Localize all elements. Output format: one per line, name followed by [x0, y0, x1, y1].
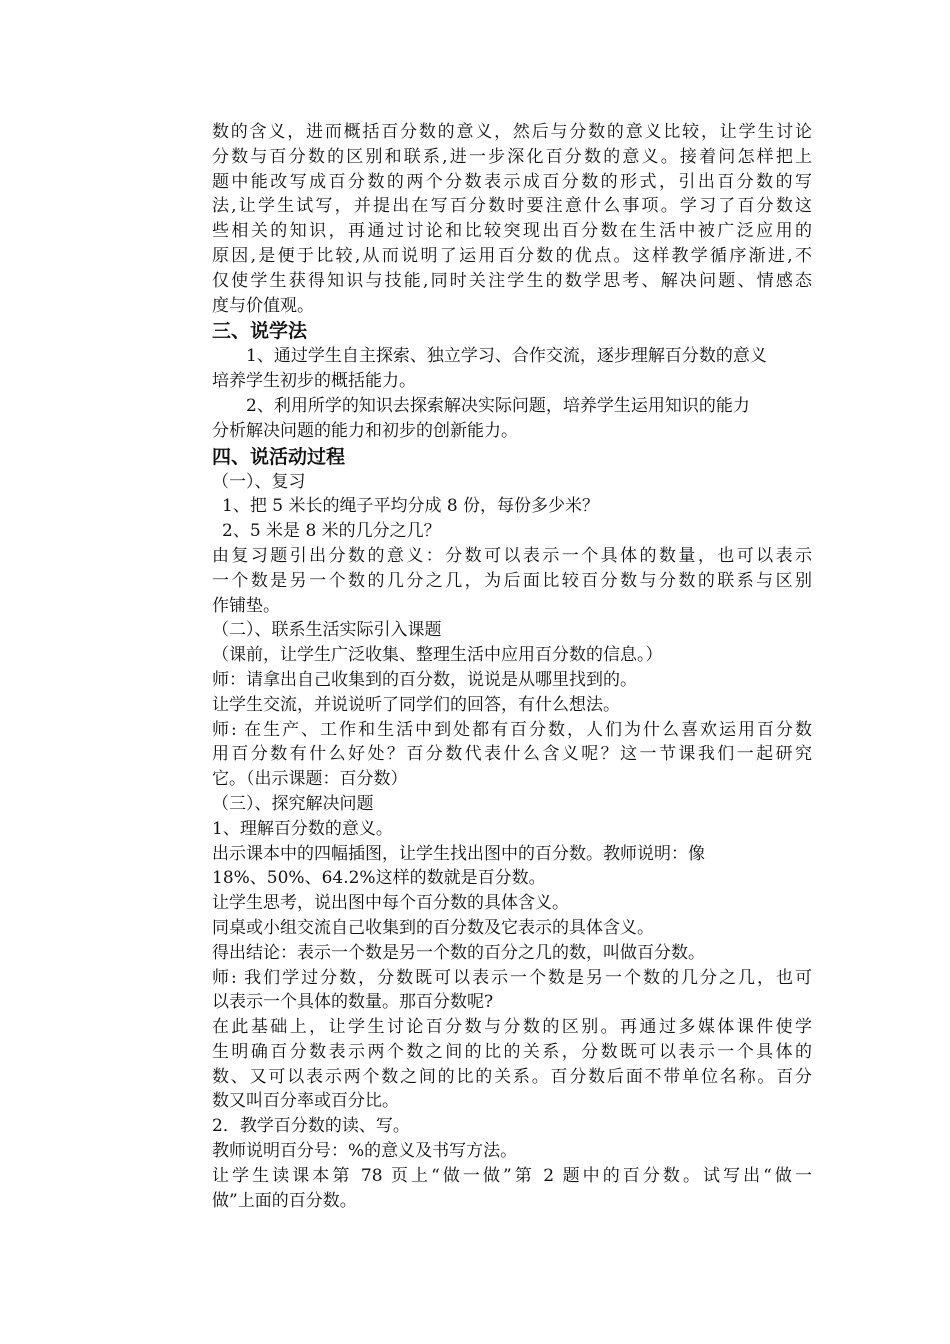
text-line: 仅使学生获得知识与技能,同时关注学生的数学思考、解决问题、情感态 — [212, 270, 812, 291]
section-heading: 三、说学法 — [212, 320, 308, 343]
text-line: 师: 在生产、工作和生活中到处都有百分数，人们为什么喜欢运用百分数 — [212, 719, 812, 740]
text-line: 得出结论：表示一个数是另一个数的百分之几的数，叫做百分数。 — [212, 942, 705, 963]
text-line: 分析解决问题的能力和初步的创新能力。 — [212, 420, 518, 441]
text-line: 1、理解百分数的意义。 — [212, 818, 393, 839]
text-line: （三）、探究解决问题 — [212, 793, 374, 814]
text-line: 些相关的知识，再通过讨论和比较突现出百分数在生活中被广泛应用的 — [212, 221, 812, 242]
text-line: 在此基础上，让学生讨论百分数与分数的区别。再通过多媒体课件使学 — [212, 1017, 812, 1038]
text-line: 分数与百分数的区别和联系,进一步深化百分数的意义。接着问怎样把上 — [212, 146, 812, 167]
text-line: 2．教学百分数的读、写。 — [212, 1116, 410, 1137]
text-line: 度与价值观。 — [212, 295, 314, 316]
text-line: 2、5 米是 8 米的几分之几？ — [222, 521, 441, 542]
text-line: 以表示一个具体的数量。那百分数呢? — [212, 992, 494, 1013]
section-heading: 四、说活动过程 — [212, 445, 346, 468]
text-line: （一）、复习 — [212, 471, 306, 492]
text-line: 原因,是便于比较,从而说明了运用百分数的优点。这样教学循序渐进,不 — [212, 245, 812, 266]
text-line: 1、通过学生自主探索、独立学习、合作交流，逐步理解百分数的意义 — [246, 346, 767, 367]
text-line: 用百分数有什么好处？百分数代表什么含义呢？这一节课我们一起研究 — [212, 744, 812, 765]
text-line: 一个数是另一个数的几分之几，为后面比较百分数与分数的联系与区别 — [212, 570, 812, 591]
text-line: 法,让学生试写，并提出在写百分数时要注意什么事项。学习了百分数这 — [212, 196, 812, 217]
text-line: 让学生读课本第 78 页上“做一做”第 2 题中的百分数。试写出“做一 — [212, 1165, 812, 1186]
text-line: 生明确百分数表示两个数之间的比的关系，分数既可以表示一个具体的 — [212, 1041, 812, 1062]
text-line: 数又叫百分率或百分比。 — [212, 1091, 399, 1112]
text-line: （二）、联系生活实际引入课题 — [212, 620, 442, 641]
text-line: 让学生思考，说出图中每个百分数的具体含义。 — [212, 893, 569, 914]
text-line: 让学生交流，并说说听了同学们的回答，有什么想法。 — [212, 694, 620, 715]
text-line: （课前，让学生广泛收集、整理生活中应用百分数的信息。） — [212, 645, 663, 666]
text-line: 同桌或小组交流自己收集到的百分数及它表示的具体含义。 — [212, 917, 654, 938]
document-page — [212, 120, 812, 1213]
text-line: 作铺垫。 — [212, 595, 280, 616]
text-line: 1、把 5 米长的绳子平均分成 8 份，每份多少米？ — [222, 496, 600, 517]
text-line: 题中能改写成百分数的两个分数表示成百分数的形式，引出百分数的写 — [212, 171, 812, 192]
text-line: 数的含义，进而概括百分数的意义，然后与分数的意义比较，让学生讨论 — [212, 122, 812, 142]
text-line: 由复习题引出分数的意义：分数可以表示一个具体的数量，也可以表示 — [212, 545, 812, 566]
text-line: 它。（出示课题：百分数） — [212, 769, 408, 790]
text-line: 做”上面的百分数。 — [212, 1190, 357, 1211]
text-line: 数、又可以表示两个数之间的比的关系。百分数后面不带单位名称。百分 — [212, 1066, 812, 1087]
text-line: 师: 我们学过分数，分数既可以表示一个数是另一个数的几分之几，也可 — [212, 967, 812, 988]
text-line: 2、利用所学的知识去探索解决实际问题，培养学生运用知识的能力 — [246, 395, 750, 416]
text-line: 培养学生初步的概括能力。 — [212, 371, 416, 392]
text-line: 18%、50%、64.2%这样的数就是百分数。 — [212, 868, 546, 889]
text-line: 出示课本中的四幅插图，让学生找出图中的百分数。教师说明：像 — [212, 843, 705, 864]
text-line: 师：请拿出自己收集到的百分数，说说是从哪里找到的。 — [212, 669, 637, 690]
text-line: 教师说明百分号：%的意义及书写方法。 — [212, 1141, 518, 1162]
